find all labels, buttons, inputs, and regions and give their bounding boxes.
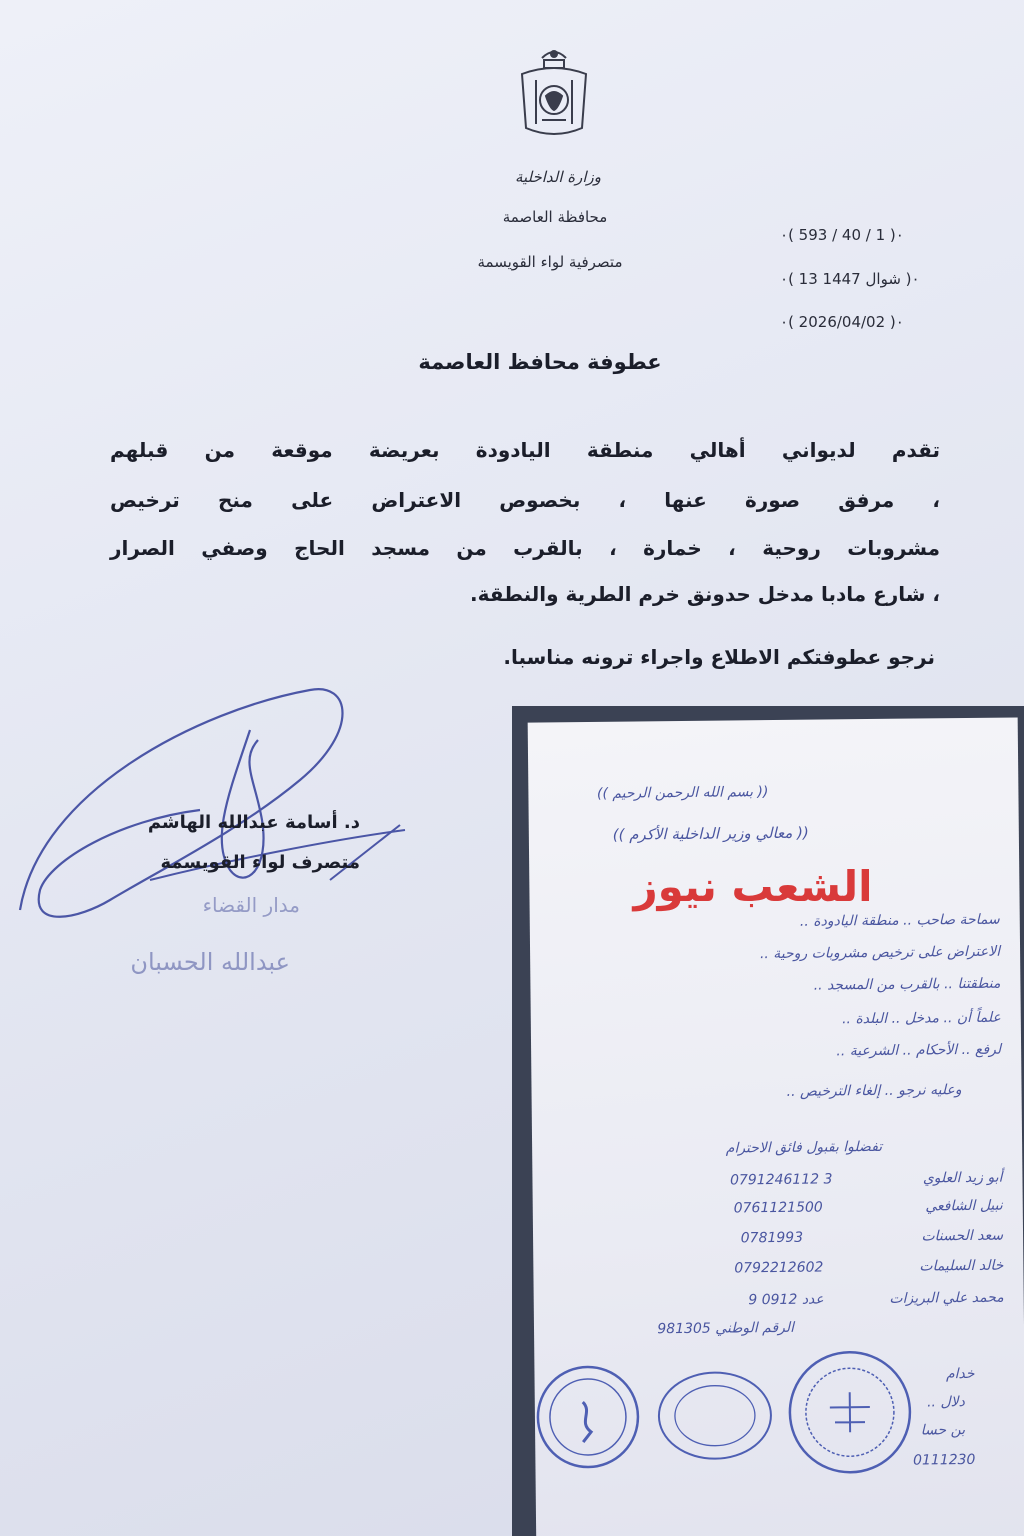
coat-of-arms-icon [512, 44, 596, 144]
letter-body-line: ، مرفق صورة عنها ، بخصوص الاعتراض على منح ترخيص [110, 488, 940, 512]
signer-name: محمد علي البريزات [889, 1289, 1004, 1307]
reference-number: ٠( 593 / 40 / 1 )٠ [780, 226, 904, 244]
petition-line: وعليه نرجو .. إلغاء الترخيص .. [786, 1082, 962, 1100]
signer-phone: 0761121500 [733, 1199, 823, 1217]
signer-phone: عدد 0912 9 [748, 1291, 824, 1309]
petition-line: الاعتراض على ترخيص مشروبات روحية .. [759, 943, 1001, 963]
signer-phone: 0791246112 3 [729, 1171, 833, 1189]
petition-note: خدام [945, 1365, 975, 1383]
petition-line: سماحة صاحب .. منطقة اليادودة .. [799, 911, 1000, 930]
watermark-logo: الشعب نيوز [633, 862, 873, 911]
petition-note: 0111230 [912, 1451, 976, 1469]
stamp-text: عبدالله الحسبان [130, 948, 290, 976]
signer-name: أبو زيد العلوي [922, 1169, 1003, 1187]
signer-name: سعد الحسنات [921, 1227, 1004, 1245]
signatory-title: متصرف لواء القويسمة [160, 852, 360, 873]
letter-body-line: ، شارع مادبا مدخل حدونق خرم الطرية والنطقة. [469, 582, 940, 606]
petition-line: (( معالي وزير الداخلية الأكرم )) [612, 823, 809, 844]
letter-salutation: عطوفة محافظ العاصمة [418, 350, 662, 374]
petition-line: الرقم الوطني 981305 [657, 1319, 795, 1338]
district-name: متصرفية لواء القويسمة [477, 253, 623, 271]
petition-line: علماً أن .. مدخل .. البلدة .. [841, 1009, 1001, 1028]
signer-name: خالد السليمات [919, 1257, 1004, 1275]
petition-note: دلال .. [926, 1394, 965, 1411]
petition-line: منطقتنا .. بالقرب من المسجد .. [813, 975, 1001, 994]
ministry-name: وزارة الداخلية [514, 168, 602, 186]
seal-stamp-icon [532, 1361, 643, 1472]
petition-line: لرفع .. الأحكام .. الشرعية .. [836, 1041, 1002, 1060]
petition-note: بن حسا [920, 1422, 966, 1439]
signer-phone: 0792212602 [734, 1259, 824, 1277]
signer-name: نبيل الشافعي [925, 1197, 1003, 1215]
petition-paper [528, 717, 1024, 1536]
petition-line: تفضلوا بقبول فائق الاحترام [725, 1138, 883, 1157]
signatory-name: د. أسامة عبدالله الهاشم [147, 812, 360, 833]
seal-stamp-icon [784, 1347, 915, 1478]
hijri-date: ٠( 13 شوال 1447 )٠ [780, 270, 920, 288]
governorate-name: محافظة العاصمة [502, 208, 608, 226]
gregorian-date: ٠( 2026/04/02 )٠ [780, 313, 904, 331]
letter-body-line: مشروبات روحية ، خمارة ، بالقرب من مسجد الحاج وصفي الصرار [110, 536, 940, 560]
seal-stamp-icon [654, 1368, 775, 1463]
petition-photo [512, 706, 1024, 1536]
petition-line: (( بسم الله الرحمن الرحيم )) [596, 784, 769, 802]
letter-closing: نرجو عطوفتكم الاطلاع واجراء ترونه مناسبا. [503, 645, 935, 669]
stamp-text: مدار القضاء [202, 893, 300, 917]
letter-body-line: تقدم لديواني أهالي منطقة اليادودة بعريضة موقعة من قبلهم [110, 438, 940, 462]
signer-phone: 0781993 [740, 1229, 804, 1247]
